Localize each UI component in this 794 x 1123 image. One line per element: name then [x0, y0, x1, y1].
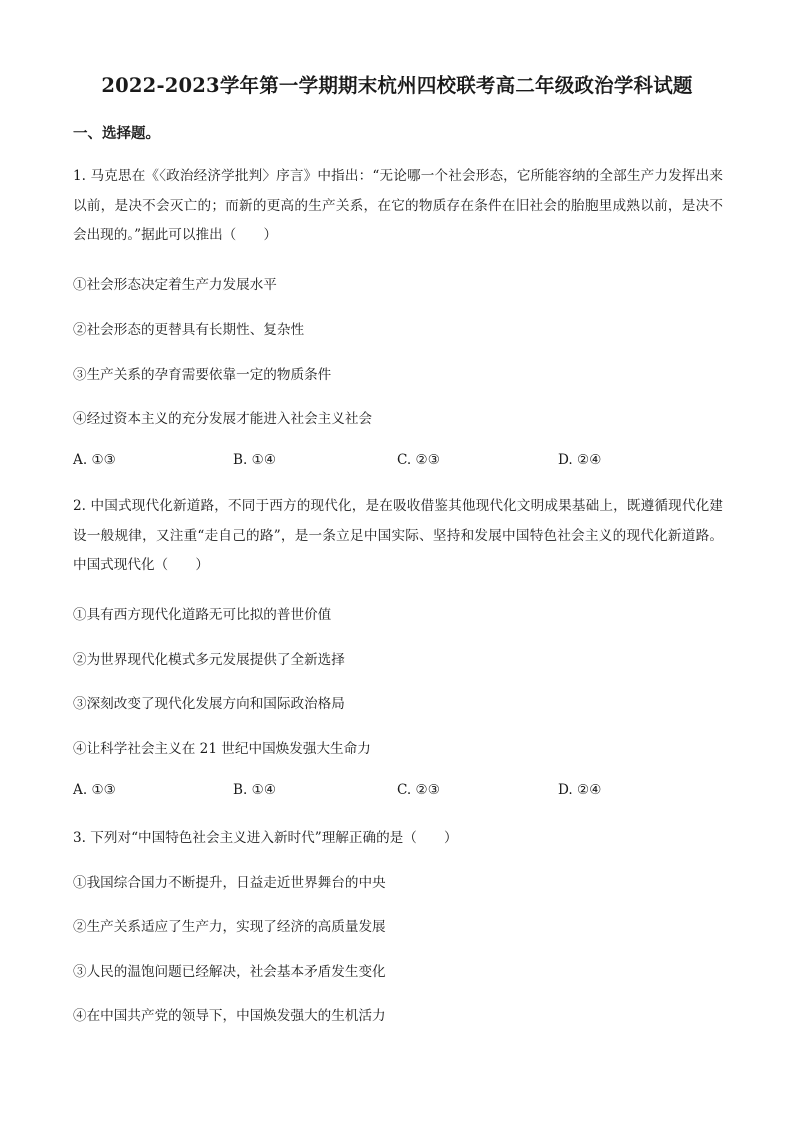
question-2-statement-3: ③深刻改变了现代化发展方向和国际政治格局	[73, 696, 345, 712]
question-1-stem: 1. 马克思在《〈政治经济学批判〉序言》中指出：“无论哪一个社会形态，它所能容纳的全部生产力发挥出来以前，是决不会灭亡的；而新的更高的生产关系，在它的物质存在条件在旧社会的胎胞里成熟以前，是决不会出现的。”据此可以推出（ ）	[73, 168, 723, 243]
question-2-stem: 2. 中国式现代化新道路，不同于西方的现代化，是在吸收借鉴其他现代化文明成果基础上，既遵循现代化建设一般规律，又注重“走自己的路”，是一条立足中国实际、坚持和发展中国特色社会主义的现代化新道路。中国式现代化（ ）	[73, 498, 723, 573]
question-2-option-a[interactable]: A. ①③	[73, 782, 116, 798]
question-1-statement-1: ①社会形态决定着生产力发展水平	[73, 277, 277, 293]
question-2-statement-4: ④让科学社会主义在 21 世纪中国焕发强大生命力	[73, 741, 371, 757]
question-2-option-c[interactable]: C. ②③	[397, 782, 440, 798]
question-3-statement-4: ④在中国共产党的领导下，中国焕发强大的生机活力	[73, 1008, 386, 1024]
question-1-option-c[interactable]: C. ②③	[397, 452, 440, 468]
exam-title: 2022-2023学年第一学期期末杭州四校联考高二年级政治学科试题	[101, 74, 693, 97]
question-1-option-d[interactable]: D. ②④	[558, 452, 602, 468]
question-1-statement-3: ③生产关系的孕育需要依靠一定的物质条件	[73, 367, 332, 383]
question-3-statement-2: ②生产关系适应了生产力，实现了经济的高质量发展	[73, 919, 386, 935]
question-1-statement-2: ②社会形态的更替具有长期性、复杂性	[73, 322, 305, 338]
question-1-option-a[interactable]: A. ①③	[73, 452, 116, 468]
section-heading: 一、选择题。	[73, 125, 160, 142]
question-1-statement-4: ④经过资本主义的充分发展才能进入社会主义社会	[73, 411, 373, 427]
question-1-option-b[interactable]: B. ①④	[233, 452, 277, 468]
question-3-statement-1: ①我国综合国力不断提升，日益走近世界舞台的中央	[73, 875, 386, 891]
question-2-option-b[interactable]: B. ①④	[233, 782, 277, 798]
question-3-stem: 3. 下列对“中国特色社会主义进入新时代”理解正确的是（ ）	[73, 830, 458, 846]
question-3-statement-3: ③人民的温饱问题已经解决，社会基本矛盾发生变化	[73, 964, 386, 980]
question-2-statement-2: ②为世界现代化模式多元发展提供了全新选择	[73, 652, 345, 668]
question-2-statement-1: ①具有西方现代化道路无可比拟的普世价值	[73, 607, 332, 623]
question-2-option-d[interactable]: D. ②④	[558, 782, 602, 798]
